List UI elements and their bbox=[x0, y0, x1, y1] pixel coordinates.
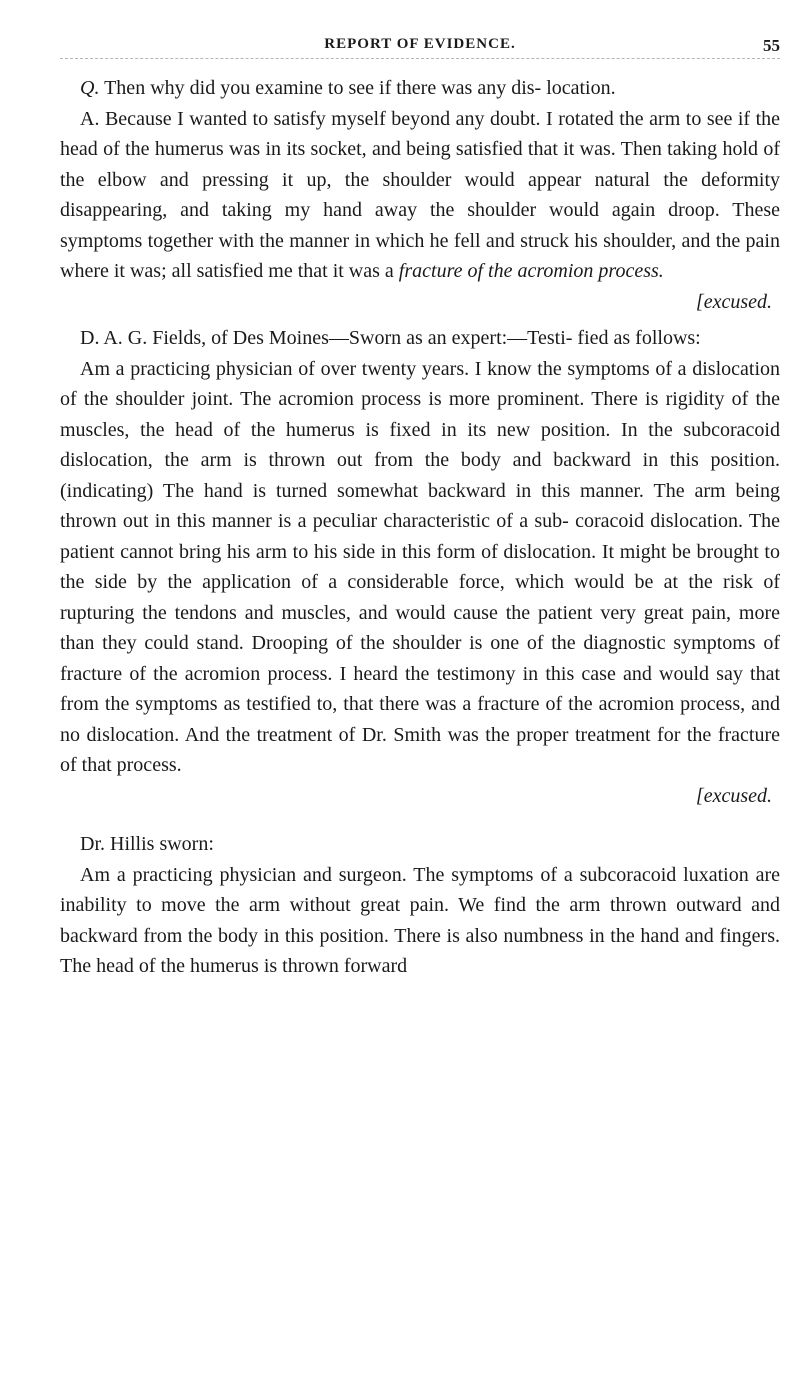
running-title: REPORT OF EVIDENCE. bbox=[324, 36, 516, 52]
answer-italic-text: fracture of the acromion process. bbox=[398, 260, 664, 282]
hillis-testimony: Am a practicing physician and surgeon. The symptoms of a subcoracoid luxation are inability to move the arm without great pain. We find the arm thrown outward and backward from the body in this position. There is also numbness in the hand and fingers. The head of the humerus is thrown forward bbox=[60, 863, 780, 977]
excused-note-2: [excused. bbox=[695, 784, 772, 807]
header-rule bbox=[60, 58, 780, 59]
section-gap bbox=[60, 817, 780, 829]
question-label: Q. bbox=[80, 77, 100, 99]
page-body bbox=[60, 73, 780, 982]
running-head bbox=[60, 36, 780, 60]
answer-paragraph bbox=[60, 104, 780, 287]
answer-label: A. bbox=[80, 107, 100, 130]
question-text: Then why did you examine to see if there was any dis- location. bbox=[104, 77, 616, 99]
question-paragraph bbox=[60, 73, 780, 104]
fields-testimony: Am a practicing physician of over twenty years. I know the symptoms of a dislocation of the shoulder joint. The acromion process is more prominent. There is rigidity of the muscles, the head of the humerus is fixed in its new position. In the subcoracoid dislocation, the arm is thrown out from the body and backward in this position. (indicating) The hand is turned somewhat backward in this manner. The arm being thrown out in this manner is a peculiar characteristic of a sub- coracoid dislocation. The patient cannot bring his arm to his side in this form of dislocation. It might be brought to the side by the application of a considerable force, which would be at the risk of rupturing the tendons and muscles, and would cause the patient very great pain, more than they could stand. Drooping of the shoulder is one of the diagnostic symptoms of fracture of the acromion process. I heard the testimony in this case and would say that from the symptoms as testified to, that there was a fracture of the acromion process, and no dislocation. And the treatment of Dr. Smith was the proper treatment for the fracture of that process. bbox=[60, 357, 780, 776]
excused-note-1: [excused. bbox=[695, 290, 772, 313]
page-number: 55 bbox=[763, 36, 780, 55]
witness-intro-hillis: Dr. Hillis sworn: bbox=[80, 833, 214, 855]
answer-text: Because I wanted to satisfy myself beyond any doubt. I rotated the arm to see if the head of the humerus was in its socket, and being satisfied that it was. Then taking hold of the elbow and pressing it up, the shoulder would appear natural the deformity disappearing, and taking my hand away the shoulder would again droop. These symptoms together with the manner in which he fell and struck his shoulder, and the pain where it was; all satisfied me that it was a bbox=[60, 107, 781, 282]
witness-intro-fields: D. A. G. Fields, of Des Moines—Sworn as an expert:—Testi- fied as follows: bbox=[80, 327, 701, 349]
